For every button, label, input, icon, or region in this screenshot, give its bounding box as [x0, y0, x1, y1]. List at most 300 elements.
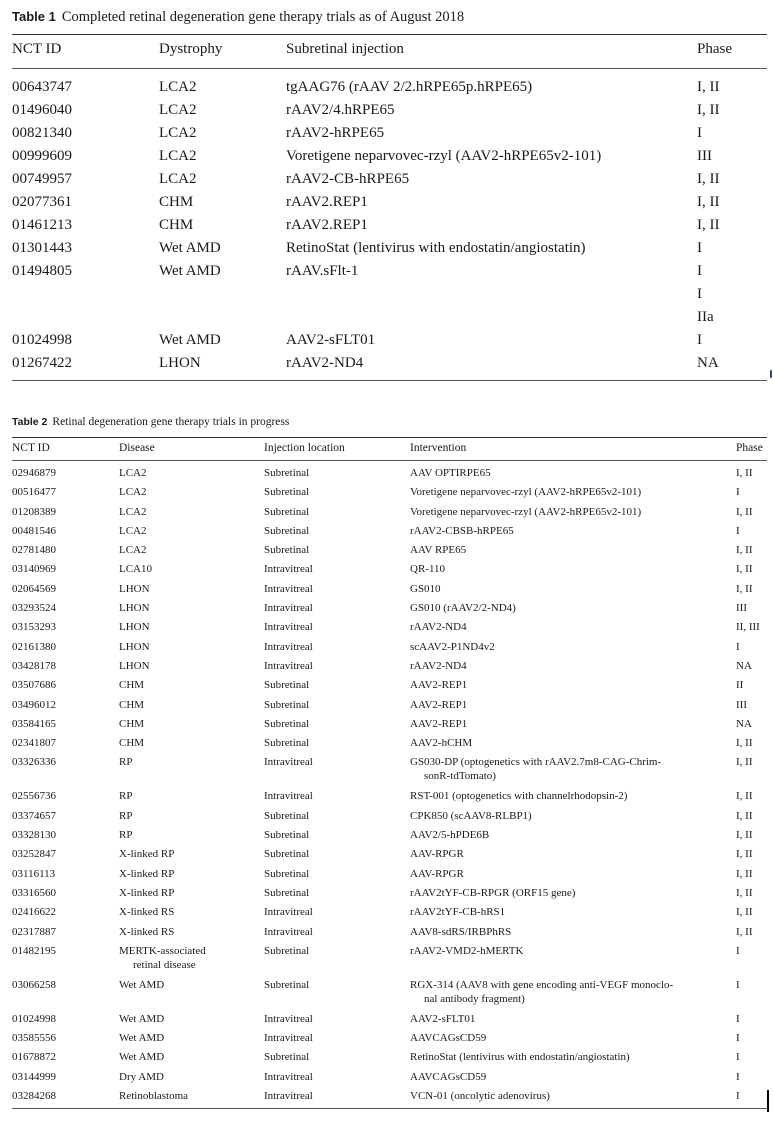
- table1-row: [12, 330, 767, 353]
- table2-cell-intervention: [410, 755, 715, 783]
- table2-intervention-text: rAAV2tYF-CB-hRS1: [410, 906, 506, 919]
- table2-disease-text: RP: [119, 756, 133, 769]
- table2-cell-disease: [119, 505, 244, 519]
- table1-cell-nct: 02077361: [12, 194, 72, 210]
- table2-cell-phase: I, II: [736, 582, 753, 595]
- table1-row: [12, 353, 767, 376]
- table2-cell-disease: [119, 809, 244, 823]
- table2-cell-intervention: [410, 678, 715, 692]
- table1-bottom-rule: [12, 380, 767, 381]
- table2-cell-intervention: [410, 1012, 715, 1026]
- table2-cell-location: Subretinal: [264, 829, 310, 842]
- table1-row: [12, 100, 767, 123]
- table2-intervention-text: AAV2/5-hPDE6B: [410, 829, 490, 842]
- table2-disease-text: Retinoblastoma: [119, 1090, 189, 1103]
- table2-cell-nct: 03585556: [12, 1032, 56, 1045]
- table2-cell-disease: [119, 789, 244, 803]
- table2-disease-text: Wet AMD: [119, 978, 165, 991]
- table2-cell-nct: 03428178: [12, 659, 56, 672]
- table2-cell-location: Intravitreal: [264, 582, 313, 595]
- table2-intervention-text: GS010: [410, 582, 441, 595]
- table2-cell-nct: 03293524: [12, 602, 56, 615]
- table2-cell-phase: I: [736, 640, 740, 653]
- table1-row: [12, 77, 767, 100]
- table2-cell-nct: 01482195: [12, 944, 56, 957]
- table2-cell-intervention: [410, 640, 715, 654]
- table2-cell-phase: I, II: [736, 925, 753, 938]
- table2-disease-text: X-linked RP: [119, 867, 175, 880]
- table2-cell-disease: [119, 1012, 244, 1026]
- table2-intervention-text: RGX-314 (AAV8 with gene encoding anti-VEGF monoclo-: [410, 978, 674, 991]
- table2-cell-phase: I, II: [736, 809, 753, 822]
- table2-cell-intervention: [410, 582, 715, 596]
- table2-cell-nct: 01208389: [12, 505, 56, 518]
- table2-disease-text: LCA2: [119, 524, 147, 537]
- table2-cell-phase: I, II: [736, 544, 753, 557]
- table2-disease-text: RP: [119, 790, 133, 803]
- table2-cell-disease: [119, 978, 244, 992]
- table1-cell-phase: I: [697, 240, 702, 256]
- table2-row: [12, 582, 767, 601]
- table2-cell-phase: I: [736, 524, 740, 537]
- table2-body: [12, 466, 767, 1108]
- table2-intervention-text: AAV2-sFLT01: [410, 1012, 476, 1025]
- table1-caption: [12, 8, 464, 26]
- table2-cell-disease: [119, 698, 244, 712]
- table2-cell-phase: I: [736, 944, 740, 957]
- table2-cell-disease: [119, 640, 244, 654]
- table2-disease-text: LCA2: [119, 486, 147, 499]
- table1-cell-dystrophy: LCA2: [159, 79, 197, 95]
- table2-row: [12, 789, 767, 808]
- table2-cell-location: Intravitreal: [264, 925, 313, 938]
- table2-intervention-text: rAAV2tYF-CB-RPGR (ORF15 gene): [410, 886, 576, 899]
- table2-cell-nct: 03116113: [12, 867, 56, 880]
- table2-cell-location: Intravitreal: [264, 640, 313, 653]
- table2-row: [12, 524, 767, 543]
- table2-intervention-text: scAAV2-P1ND4v2: [410, 640, 495, 653]
- table2-row: [12, 944, 767, 978]
- table2-cell-location: Intravitreal: [264, 563, 313, 576]
- table2-cell-intervention: [410, 925, 715, 939]
- table2-row: [12, 905, 767, 924]
- table2-cell-location: Intravitreal: [264, 1070, 313, 1083]
- table2-row: [12, 886, 767, 905]
- table2-cell-intervention: [410, 1031, 715, 1045]
- table2-cell-phase: I, II: [736, 906, 753, 919]
- table2-header-row: [12, 442, 767, 458]
- table2-disease-text: X-linked RS: [119, 925, 175, 938]
- table2-row: [12, 867, 767, 886]
- table1-cell-injection: rAAV2-hRPE65: [286, 125, 385, 141]
- table2-cell-location: Subretinal: [264, 486, 310, 499]
- table2-cell-intervention: [410, 543, 715, 557]
- table2-cell-location: Intravitreal: [264, 1032, 313, 1045]
- table2-cell-nct: 02317887: [12, 925, 56, 938]
- table2-disease-text: LHON: [119, 640, 150, 653]
- table2-row: [12, 847, 767, 866]
- table2-row: [12, 1089, 767, 1108]
- table2-header-location: Injection location: [264, 442, 345, 454]
- table1-header-phase: Phase: [697, 41, 732, 57]
- table2-row: [12, 1012, 767, 1031]
- table2-cell-nct: 02416622: [12, 906, 56, 919]
- table1-row: [12, 261, 767, 284]
- table2-cell-nct: 03496012: [12, 698, 56, 711]
- table1-cell-nct: 00643747: [12, 79, 72, 95]
- table1-cell-dystrophy: Wet AMD: [159, 263, 221, 279]
- table2-cell-intervention: [410, 905, 715, 919]
- table2-header-intervention: Intervention: [410, 442, 467, 454]
- table2-row: [12, 543, 767, 562]
- table2-cell-intervention: [410, 809, 715, 823]
- table2-row: [12, 1031, 767, 1050]
- table2-cell-intervention: [410, 562, 715, 576]
- table1-cell-phase: I, II: [697, 194, 720, 210]
- table1-cell-dystrophy: LCA2: [159, 148, 197, 164]
- table2-cell-nct: 03140969: [12, 563, 56, 576]
- table2-intervention-continuation: nal antibody fragment): [424, 992, 525, 1005]
- table1-row: [12, 146, 767, 169]
- table2-cell-intervention: [410, 944, 715, 958]
- table2-caption: [12, 415, 289, 429]
- table2-cell-location: Subretinal: [264, 717, 310, 730]
- table2-cell-intervention: [410, 1089, 715, 1103]
- table2-cell-intervention: [410, 505, 715, 519]
- table2-cell-disease: [119, 582, 244, 596]
- table2-cell-phase: I, II: [736, 563, 753, 576]
- table2-cell-disease: [119, 847, 244, 861]
- table2-cell-disease: [119, 485, 244, 499]
- table1-cell-phase: I: [697, 332, 702, 348]
- table2-intervention-text: rAAV2-VMD2-hMERTK: [410, 944, 524, 957]
- table2-intervention-text: QR-110: [410, 563, 446, 576]
- table2-cell-intervention: [410, 717, 715, 731]
- table1-cell-phase: IIa: [697, 309, 714, 325]
- table2-intervention-text: CPK850 (scAAV8-RLBP1): [410, 809, 532, 822]
- table2-intervention-text: AAVCAGsCD59: [410, 1032, 487, 1045]
- table2-cell-disease: [119, 1070, 244, 1084]
- table2-intervention-text: AAV2-REP1: [410, 679, 468, 692]
- table2-cell-disease: [119, 736, 244, 750]
- table1-cell-dystrophy: CHM: [159, 194, 194, 210]
- table2-cell-disease: [119, 755, 244, 769]
- table2-cell-phase: NA: [736, 717, 752, 730]
- table2-cell-phase: I: [736, 1032, 740, 1045]
- table2-cell-phase: I: [736, 1070, 740, 1083]
- table2-intervention-text: Voretigene neparvovec-rzyl (AAV2-hRPE65v2-101): [410, 486, 642, 499]
- table2-row: [12, 828, 767, 847]
- table2-disease-text: CHM: [119, 679, 145, 692]
- table2-disease-text: MERTK-associated: [119, 944, 206, 957]
- table2-cell-phase: I, II: [736, 829, 753, 842]
- table2-cell-intervention: [410, 867, 715, 881]
- table2-cell-nct: 03326336: [12, 756, 56, 769]
- table2-disease-text: LHON: [119, 659, 150, 672]
- table2-intervention-text: AAV-RPGR: [410, 848, 464, 861]
- table2-cell-phase: I: [736, 1051, 740, 1064]
- table2-cell-location: Subretinal: [264, 544, 310, 557]
- table2-cell-disease: [119, 717, 244, 731]
- table2-cell-phase: I, II: [736, 756, 753, 769]
- table2-cell-location: Intravitreal: [264, 602, 313, 615]
- table2-disease-text: CHM: [119, 698, 145, 711]
- table2-cell-intervention: [410, 828, 715, 842]
- table2-title: Retinal degeneration gene therapy trials in progress: [52, 416, 290, 428]
- table1-cell-phase: I: [697, 286, 702, 302]
- table2-cell-nct: 03066258: [12, 978, 56, 991]
- table2-cell-phase: I, II: [736, 848, 753, 861]
- table2-cell-intervention: [410, 736, 715, 750]
- table2-disease-text: RP: [119, 829, 133, 842]
- table2-cell-phase: II, III: [736, 621, 760, 634]
- table1-row: [12, 192, 767, 215]
- table2-cell-phase: II: [736, 679, 744, 692]
- table2-row: [12, 640, 767, 659]
- table2-disease-text: LCA2: [119, 544, 147, 557]
- table1-cell-phase: I, II: [697, 79, 720, 95]
- table2-cell-location: Subretinal: [264, 737, 310, 750]
- table1-cell-nct: 01496040: [12, 102, 72, 118]
- table2-row: [12, 466, 767, 485]
- table2-header-disease: Disease: [119, 442, 155, 454]
- table2-row: [12, 601, 767, 620]
- table2-cell-intervention: [410, 978, 715, 1006]
- table2-cell-disease: [119, 1031, 244, 1045]
- table2-cell-location: Subretinal: [264, 944, 310, 957]
- table2-intervention-text: VCN-01 (oncolytic adenovirus): [410, 1090, 550, 1103]
- table2-cell-disease: [119, 886, 244, 900]
- table2-cell-phase: I, II: [736, 737, 753, 750]
- table1-header-injection: Subretinal injection: [286, 41, 404, 57]
- table2-cell-disease: [119, 944, 244, 972]
- table1-cell-dystrophy: CHM: [159, 217, 194, 233]
- table2-cell-intervention: [410, 466, 715, 480]
- table2-cell-nct: 02556736: [12, 790, 56, 803]
- table2-cell-intervention: [410, 789, 715, 803]
- table2-intervention-text: AAVCAGsCD59: [410, 1070, 487, 1083]
- table2-row: [12, 925, 767, 944]
- table2-cell-phase: I, II: [736, 505, 753, 518]
- table2-intervention-continuation: sonR-tdTomato): [424, 770, 496, 783]
- table2-disease-text: Dry AMD: [119, 1070, 164, 1083]
- table2-cell-location: Subretinal: [264, 698, 310, 711]
- table1-cell-injection: rAAV2.REP1: [286, 194, 368, 210]
- table2-cell-disease: [119, 562, 244, 576]
- table2-disease-text: X-linked RS: [119, 906, 175, 919]
- table1-cell-injection: Voretigene neparvovec-rzyl (AAV2-hRPE65v2-101): [286, 148, 602, 164]
- table2-cell-intervention: [410, 620, 715, 634]
- table2-intervention-text: RetinoStat (lentivirus with endostatin/angiostatin): [410, 1051, 630, 1064]
- table2-row: [12, 485, 767, 504]
- table2-cell-disease: [119, 867, 244, 881]
- table2-cell-nct: 02341807: [12, 737, 56, 750]
- table1-cell-dystrophy: Wet AMD: [159, 240, 221, 256]
- table2-cell-nct: 01678872: [12, 1051, 56, 1064]
- table2-cell-intervention: [410, 485, 715, 499]
- table2-label: Table 2: [12, 416, 48, 428]
- table2-header-nct: NCT ID: [12, 442, 50, 454]
- table2-cell-location: Subretinal: [264, 467, 310, 479]
- table2-cell-location: Subretinal: [264, 867, 310, 880]
- table2-cell-nct: 02946879: [12, 467, 56, 479]
- table2-cell-location: Subretinal: [264, 505, 310, 518]
- table2-cell-phase: I, II: [736, 467, 753, 479]
- table2-disease-text: LCA2: [119, 467, 147, 479]
- table1-cell-injection: rAAV2.REP1: [286, 217, 368, 233]
- table1-cell-injection: RetinoStat (lentivirus with endostatin/angiostatin): [286, 240, 586, 256]
- table2-cell-intervention: [410, 847, 715, 861]
- table2-cell-disease: [119, 828, 244, 842]
- table2-header-rule: [12, 460, 767, 461]
- table2-cell-intervention: [410, 698, 715, 712]
- table2-disease-text: X-linked RP: [119, 848, 175, 861]
- table2-disease-text: Wet AMD: [119, 1012, 165, 1025]
- table2-intervention-text: AAV2-REP1: [410, 717, 468, 730]
- table1-cell-dystrophy: LCA2: [159, 171, 197, 187]
- table2-cell-phase: I: [736, 486, 740, 499]
- table2-cell-location: Subretinal: [264, 679, 310, 692]
- table2-intervention-text: GS030-DP (optogenetics with rAAV2.7m8-CAG-Chrim-: [410, 756, 662, 769]
- table2-cell-location: Subretinal: [264, 524, 310, 537]
- table1-cell-nct: 01494805: [12, 263, 72, 279]
- table2-intervention-text: AAV8-sdRS/IRBPhRS: [410, 925, 512, 938]
- table1-cell-phase: I, II: [697, 171, 720, 187]
- table2-cell-location: Intravitreal: [264, 1090, 313, 1103]
- table1-cell-phase: I: [697, 125, 702, 141]
- table2-disease-text: RP: [119, 809, 133, 822]
- table2-cell-phase: I, II: [736, 886, 753, 899]
- table2-cell-nct: 03507686: [12, 679, 56, 692]
- table2-cell-intervention: [410, 1050, 715, 1064]
- table2-cell-nct: 03316560: [12, 886, 56, 899]
- table2-cell-intervention: [410, 524, 715, 538]
- table2-disease-text: LHON: [119, 582, 150, 595]
- table1-label: Table 1: [12, 9, 56, 24]
- table2-cell-location: Intravitreal: [264, 790, 313, 803]
- table1-cell-nct: 00749957: [12, 171, 72, 187]
- table2-cell-nct: 00516477: [12, 486, 56, 499]
- table2-row: [12, 562, 767, 581]
- table1-cell-phase: I, II: [697, 217, 720, 233]
- table2-intervention-text: RST-001 (optogenetics with channelrhodopsin-2): [410, 790, 628, 803]
- table1-body: [12, 77, 767, 376]
- table2-row: [12, 809, 767, 828]
- table2-disease-text: LCA10: [119, 563, 152, 576]
- table2-cell-nct: 03284268: [12, 1090, 56, 1103]
- table2-disease-continuation: retinal disease: [133, 958, 196, 971]
- table2-cell-intervention: [410, 886, 715, 900]
- table1-cell-injection: rAAV2/4.hRPE65: [286, 102, 395, 118]
- table1-cell-nct: 01024998: [12, 332, 72, 348]
- table2-cell-phase: I, II: [736, 790, 753, 803]
- table2-top-rule: [12, 437, 767, 438]
- table2-intervention-text: rAAV2-CBSB-hRPE65: [410, 524, 514, 537]
- table2-intervention-text: AAV2-REP1: [410, 698, 468, 711]
- table2-intervention-text: AAV2-hCHM: [410, 737, 473, 750]
- table2-cell-nct: 03144999: [12, 1070, 56, 1083]
- table2-cell-disease: [119, 1089, 244, 1103]
- table1-cell-injection: rAAV2-ND4: [286, 355, 364, 371]
- table2-cell-disease: [119, 601, 244, 615]
- table2-row: [12, 678, 767, 697]
- table1-cell-nct: 01461213: [12, 217, 72, 233]
- table2-row: [12, 620, 767, 639]
- table2-disease-text: Wet AMD: [119, 1051, 165, 1064]
- table2-cell-nct: 02064569: [12, 582, 56, 595]
- table1-cell-nct: 00999609: [12, 148, 72, 164]
- table2-cell-nct: 02161380: [12, 640, 56, 653]
- table2-cell-location: Subretinal: [264, 978, 310, 991]
- table1-cell-injection: rAAV.sFlt-1: [286, 263, 359, 279]
- table2-intervention-text: GS010 (rAAV2/2-ND4): [410, 602, 516, 615]
- table2-row: [12, 978, 767, 1012]
- table2-cell-location: Intravitreal: [264, 621, 313, 634]
- table2-row: [12, 505, 767, 524]
- table1-cell-nct: 01267422: [12, 355, 72, 371]
- table2-disease-text: CHM: [119, 717, 145, 730]
- table1-row: [12, 215, 767, 238]
- table1-row: [12, 169, 767, 192]
- table1-header-nct: NCT ID: [12, 41, 62, 57]
- table2-row: [12, 659, 767, 678]
- table2-cell-nct: 03374657: [12, 809, 56, 822]
- table1-row: [12, 123, 767, 146]
- table2-disease-text: CHM: [119, 737, 145, 750]
- table1-cell-injection: tgAAG76 (rAAV 2/2.hRPE65p.hRPE65): [286, 79, 533, 95]
- table2-cell-disease: [119, 620, 244, 634]
- table2-intervention-text: AAV-RPGR: [410, 867, 464, 880]
- table1-header-rule: [12, 68, 767, 69]
- table2-cell-location: Intravitreal: [264, 756, 313, 769]
- table2-cell-phase: NA: [736, 659, 752, 672]
- table2-cell-intervention: [410, 1070, 715, 1084]
- edge-scroll-mark: [770, 370, 772, 378]
- table2-cell-nct: 03153293: [12, 621, 56, 634]
- table2-intervention-text: rAAV2-ND4: [410, 621, 467, 634]
- table1-cell-phase: NA: [697, 355, 719, 371]
- table2-row: [12, 755, 767, 789]
- table1-cell-injection: AAV2-sFLT01: [286, 332, 376, 348]
- table2-cell-phase: III: [736, 602, 747, 615]
- table1-row: [12, 284, 767, 307]
- table2-cell-phase: III: [736, 698, 747, 711]
- table2-header-phase: Phase: [736, 442, 763, 454]
- table2-row: [12, 1050, 767, 1069]
- table2-disease-text: LCA2: [119, 505, 147, 518]
- table2-cell-location: Subretinal: [264, 848, 310, 861]
- table2-row: [12, 1070, 767, 1089]
- table2-cell-intervention: [410, 659, 715, 673]
- table1-cell-phase: III: [697, 148, 712, 164]
- table1-row: [12, 307, 767, 330]
- table2-cell-nct: 02781480: [12, 544, 56, 557]
- table2-cell-location: Subretinal: [264, 1051, 310, 1064]
- table2-cell-disease: [119, 543, 244, 557]
- table2-cell-phase: I: [736, 1012, 740, 1025]
- table2-cell-disease: [119, 1050, 244, 1064]
- table1-cell-dystrophy: Wet AMD: [159, 332, 221, 348]
- table2-cell-disease: [119, 905, 244, 919]
- table1-row: [12, 238, 767, 261]
- table2-intervention-text: AAV OPTIRPE65: [410, 467, 491, 479]
- table2-cell-disease: [119, 925, 244, 939]
- table2-cell-location: Intravitreal: [264, 906, 313, 919]
- table2-disease-text: Wet AMD: [119, 1032, 165, 1045]
- table2-disease-text: LHON: [119, 621, 150, 634]
- table2-cell-nct: 01024998: [12, 1012, 56, 1025]
- table2-cell-disease: [119, 524, 244, 538]
